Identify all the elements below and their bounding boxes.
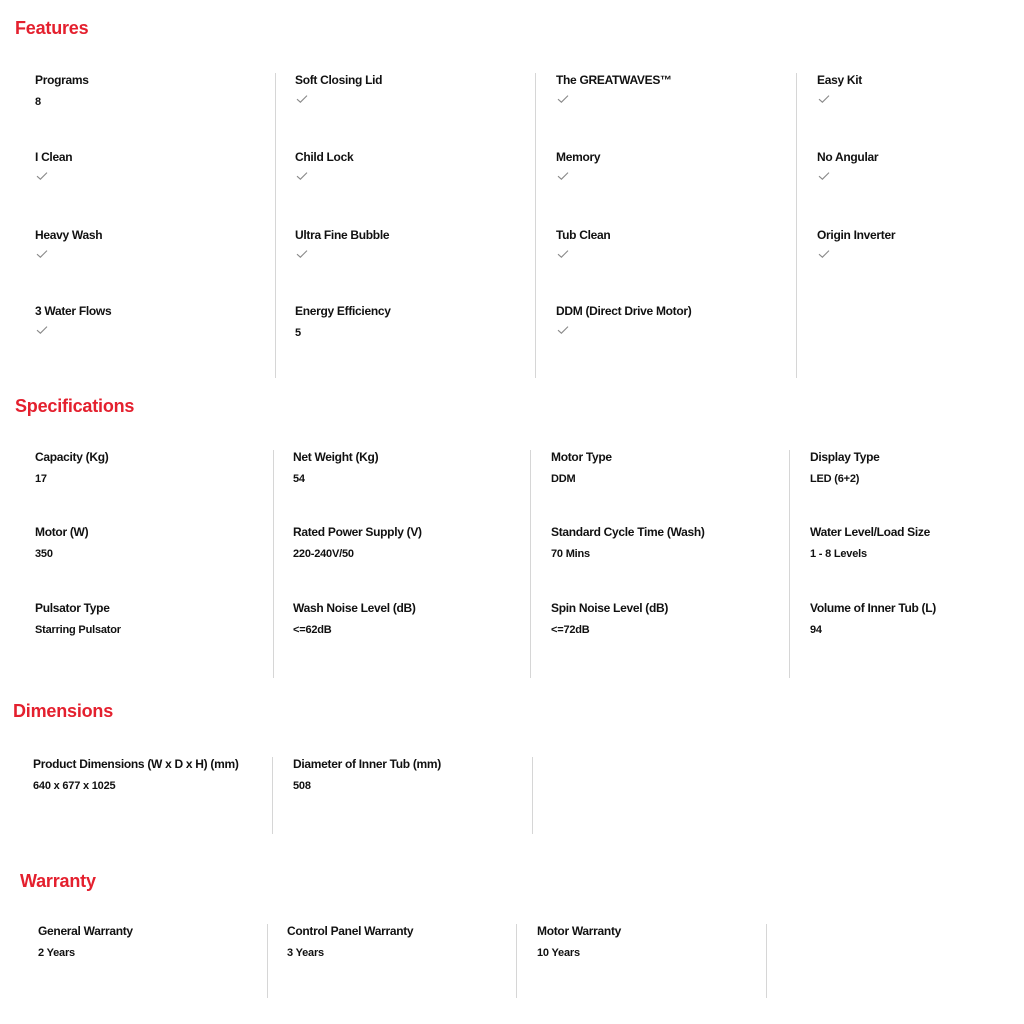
checkmark-icon (818, 248, 830, 260)
spec-label: Memory (556, 150, 601, 164)
spec-item (293, 450, 378, 486)
spec-value: 10 Years (537, 947, 580, 959)
warranty-title: Warranty (20, 871, 96, 891)
spec-label: Motor (W) (35, 525, 89, 539)
spec-item (537, 924, 621, 960)
spec-label: Motor Type (551, 450, 612, 464)
spec-item (35, 450, 108, 486)
spec-value: 2 Years (38, 947, 75, 959)
checkmark-icon (557, 324, 569, 336)
checkmark-icon (818, 170, 830, 182)
spec-value: 5 (295, 327, 301, 339)
spec-item (817, 228, 895, 260)
spec-item (810, 601, 936, 637)
spec-item (551, 525, 705, 561)
spec-label: Diameter of Inner Tub (mm) (293, 757, 441, 771)
spec-item (35, 73, 89, 109)
checkmark-icon (296, 170, 308, 182)
spec-label: Product Dimensions (W x D x H) (mm) (33, 757, 239, 771)
spec-label: Pulsator Type (35, 601, 110, 615)
spec-value: DDM (551, 473, 576, 485)
dimensions-title: Dimensions (13, 701, 114, 721)
spec-label: Origin Inverter (817, 228, 896, 242)
spec-item (293, 525, 422, 561)
spec-value: 17 (35, 473, 47, 485)
spec-value: 350 (35, 548, 53, 560)
checkmark-icon (296, 93, 308, 105)
spec-item (551, 450, 612, 486)
spec-label: Energy Efficiency (295, 304, 391, 318)
spec-label: Standard Cycle Time (Wash) (551, 525, 705, 539)
spec-label: Ultra Fine Bubble (295, 228, 390, 242)
spec-item (33, 757, 239, 793)
column-divider (267, 924, 268, 998)
spec-value: 1 - 8 Levels (810, 548, 867, 560)
spec-label: DDM (Direct Drive Motor) (556, 304, 692, 318)
spec-item (35, 601, 121, 637)
spec-item (551, 601, 668, 637)
spec-label: Water Level/Load Size (810, 525, 930, 539)
checkmark-icon (36, 248, 48, 260)
column-divider (516, 924, 517, 998)
checkmark-icon (36, 324, 48, 336)
checkmark-icon (557, 93, 569, 105)
specifications-title: Specifications (15, 396, 135, 416)
spec-label: Net Weight (Kg) (293, 450, 379, 464)
spec-item (287, 924, 413, 960)
spec-label: Control Panel Warranty (287, 924, 414, 938)
spec-value: 220-240V/50 (293, 548, 354, 560)
column-divider (535, 73, 536, 378)
spec-value: 8 (35, 96, 41, 108)
spec-item (817, 150, 878, 182)
spec-item (295, 304, 391, 340)
spec-label: Motor Warranty (537, 924, 622, 938)
spec-item (295, 228, 389, 260)
spec-label: I Clean (35, 150, 73, 164)
spec-label: Tub Clean (556, 228, 611, 242)
spec-label: General Warranty (38, 924, 133, 938)
spec-value: 54 (293, 473, 305, 485)
checkmark-icon (818, 93, 830, 105)
spec-value: <=72dB (551, 624, 590, 636)
spec-value: <=62dB (293, 624, 332, 636)
spec-item (810, 525, 930, 561)
spec-label: Capacity (Kg) (35, 450, 109, 464)
spec-item (295, 73, 382, 105)
column-divider (272, 757, 273, 834)
column-divider (789, 450, 790, 678)
column-divider (766, 924, 767, 998)
spec-label: Soft Closing Lid (295, 73, 383, 87)
column-divider (530, 450, 531, 678)
spec-value: 3 Years (287, 947, 324, 959)
column-divider (275, 73, 276, 378)
spec-item (556, 228, 610, 260)
features-title: Features (15, 18, 89, 38)
spec-item (293, 757, 441, 793)
column-divider (796, 73, 797, 378)
column-divider (273, 450, 274, 678)
spec-value: 94 (810, 624, 822, 636)
spec-label: Wash Noise Level (dB) (293, 601, 416, 615)
spec-value: Starring Pulsator (35, 624, 121, 636)
column-divider (532, 757, 533, 834)
spec-item (38, 924, 133, 960)
spec-item (35, 304, 111, 336)
spec-label: Volume of Inner Tub (L) (810, 601, 936, 615)
spec-value: 70 Mins (551, 548, 590, 560)
spec-label: Child Lock (295, 150, 354, 164)
spec-item (35, 228, 102, 260)
spec-item (810, 450, 880, 486)
spec-item (817, 73, 862, 105)
spec-label: Heavy Wash (35, 228, 103, 242)
spec-item (293, 601, 416, 637)
spec-item (556, 150, 600, 182)
spec-label: No Angular (817, 150, 879, 164)
checkmark-icon (36, 170, 48, 182)
spec-item (35, 525, 88, 561)
spec-item (556, 73, 672, 105)
checkmark-icon (557, 248, 569, 260)
checkmark-icon (557, 170, 569, 182)
spec-value: 640 x 677 x 1025 (33, 780, 116, 792)
spec-item (556, 304, 691, 336)
spec-value: 508 (293, 780, 311, 792)
spec-label: Spin Noise Level (dB) (551, 601, 669, 615)
spec-label: Easy Kit (817, 73, 862, 87)
spec-label: 3 Water Flows (35, 304, 112, 318)
spec-item (35, 150, 72, 182)
spec-label: Display Type (810, 450, 880, 464)
spec-value: LED (6+2) (810, 473, 860, 485)
spec-label: The GREATWAVES™ (556, 73, 672, 87)
spec-label: Programs (35, 73, 89, 87)
checkmark-icon (296, 248, 308, 260)
spec-label: Rated Power Supply (V) (293, 525, 422, 539)
spec-item (295, 150, 353, 182)
